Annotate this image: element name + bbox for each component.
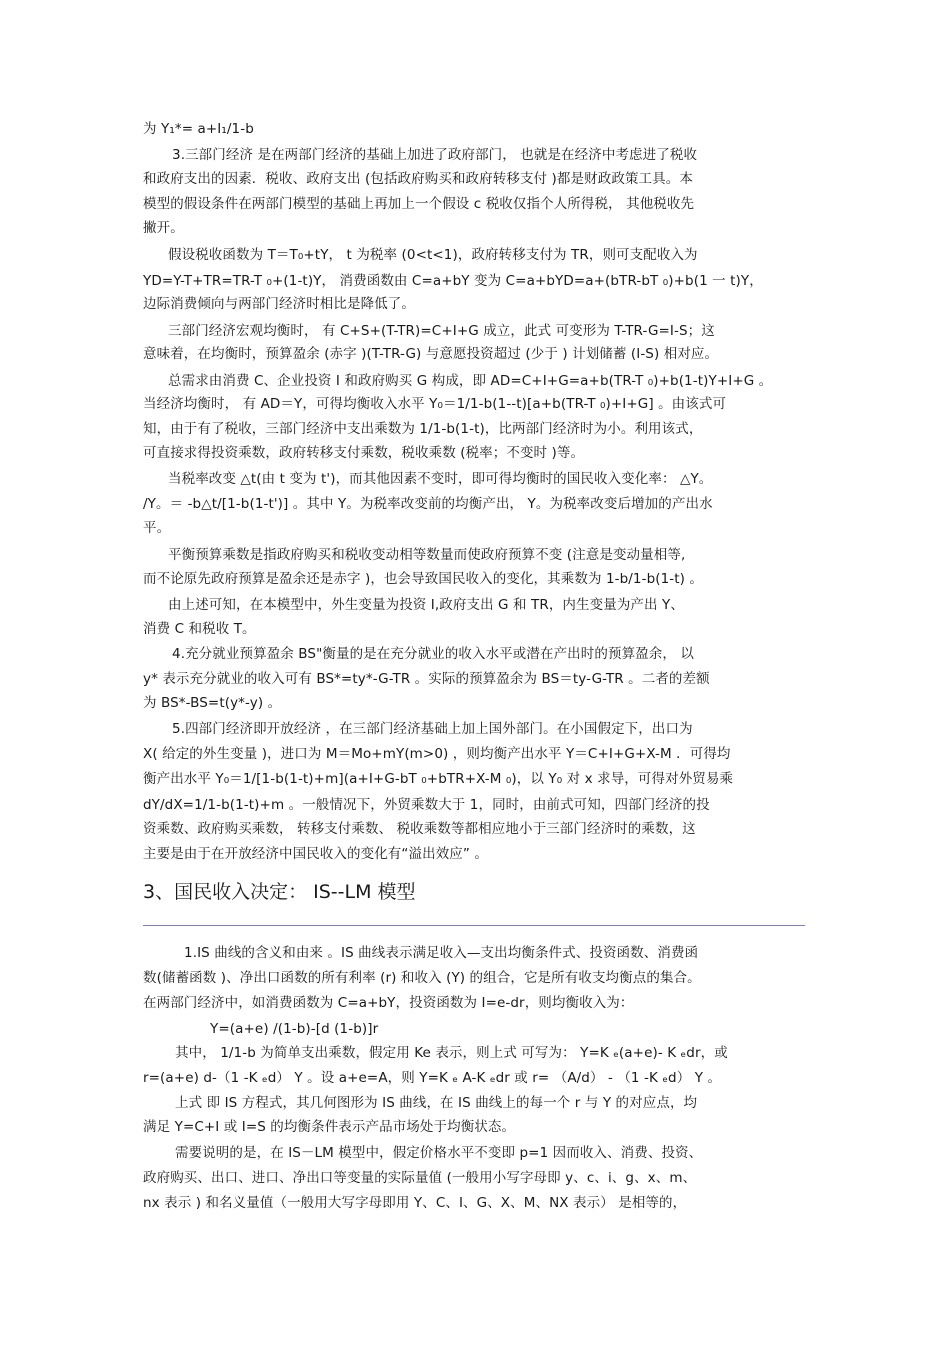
text-line: /Y。＝ -b△t/[1-b(1-t')] 。其中 Y。为税率改变前的均衡产出， Y。为税率改变后增加的产出水: [143, 496, 713, 512]
text-line: X( 给定的外生变量 )，进口为 M＝Mo+mY(m>0) ，则均衡产出水平 Y＝C+I+G+X-M ．可得均: [143, 746, 731, 762]
text-line: 1.IS 曲线的含义和由来 。IS 曲线表示满足收入—支出均衡条件式、投资函数、消费函: [184, 945, 699, 961]
text-line: 其中， 1/1-b 为简单支出乘数，假定用 Ke 表示，则上式 可写为： Y=K ₑ(a+e)- K ₑdr，或: [175, 1045, 728, 1061]
text-line: 主要是由于在开放经济中国民收入的变化有“溢出效应” 。: [143, 846, 488, 862]
text-line: 当经济均衡时， 有 AD＝Y，可得均衡收入水平 Y₀＝1/1-b(1--t)[a+b(TR-T ₀)+I+G] 。由该式可: [143, 396, 727, 412]
text-line: 数(储蓄函数 )、净出口函数的所有利率 (r) 和收入 (Y) 的组合，它是所有收支均衡点的集合。: [143, 970, 701, 986]
text-line: 而不论原先政府预算是盈余还是赤字 )，也会导致国民收入的变化，其乘数为 1-b/1-b(1-t) 。: [143, 571, 704, 587]
text-line: y* 表示充分就业的收入可有 BS*=ty*-G-TR 。实际的预算盈余为 BS＝ty-G-TR 。二者的差额: [143, 671, 710, 687]
text-line: 资乘数、政府购买乘数， 转移支付乘数、 税收乘数等都相应地小于三部门经济时的乘数，这: [143, 821, 696, 837]
text-line: 为 BS*-BS=t(y*-y) 。: [143, 695, 282, 711]
text-line: dY/dX=1/1-b(1-t)+m 。一般情况下，外贸乘数大于 1，同时，由前式可知，四部门经济的投: [143, 797, 710, 813]
text-line: 可直接求得投资乘数，政府转移支付乘数，税收乘数 (税率；不变时 )等。: [143, 445, 585, 461]
text-line: 当税率改变 △t(由 t 变为 t')，而其他因素不变时，即可得均衡时的国民收入变化率： △Y。: [168, 471, 713, 487]
paragraph-3-line: 3.三部门经济 是在两部门经济的基础上加进了政府部门， 也就是在经济中考虑进了税收: [172, 147, 698, 163]
text-line: 政府购买、出口、进口、净出口等变量的实际量值 (一般用小写字母即 y、c、i、g、x、m、: [143, 1170, 697, 1186]
text-line: 意味着，在均衡时，预算盈余 (赤字 )(T-TR-G) 与意愿投资超过 (少于 ) 计划储蓄 (I-S) 相对应。: [143, 346, 719, 362]
text-line: 满足 Y=C+I 或 I=S 的均衡条件表示产品市场处于均衡状态。: [143, 1119, 516, 1135]
formula-line: Y=(a+e) /(1-b)-[d (1-b)]r: [210, 1021, 379, 1037]
text-line: 边际消费倾向与两部门经济时相比是降低了。: [143, 296, 415, 312]
text-line: 和政府支出的因素．税收、政府支出 (包括政府购买和政府转移支付 )都是财政政策工具。本: [143, 171, 693, 187]
paragraph-4-line: 4.充分就业预算盈余 BS"衡量的是在充分就业的收入水平或潜在产出时的预算盈余， 以: [172, 646, 694, 662]
text-line: 消费 C 和税收 T。: [143, 621, 256, 637]
text-line: 总需求由消费 C、企业投资 I 和政府购买 G 构成，即 AD=C+I+G=a+b(TR-T ₀)+b(1-t)Y+I+G 。: [168, 373, 773, 389]
text-line: 在两部门经济中，如消费函数为 C=a+bY，投资函数为 I=e-dr，则均衡收入为：: [143, 995, 634, 1011]
paragraph-5-line: 5.四部门经济即开放经济 ，在三部门经济基础上加上国外部门。在小国假定下，出口为: [172, 721, 693, 737]
text-line: YD=Y-T+TR=TR-T ₀+(1-t)Y， 消费函数由 C=a+bY 变为 C=a+bYD=a+(bTR-bT ₀)+b(1 一 t)Y，: [143, 273, 763, 289]
text-line: 平衡预算乘数是指政府购买和税收变动相等数量而使政府预算不变 (注意是变动量相等,: [168, 547, 686, 563]
text-line: 知，由于有了税收，三部门经济中支出乘数为 1/1-b(1-t)，比两部门经济时为小。利用该式，: [143, 421, 703, 437]
text-line: 上式 即 IS 方程式，其几何图形为 IS 曲线，在 IS 曲线上的每一个 r 与 Y 的对应点，均: [175, 1095, 698, 1111]
text-line: r=(a+e) d-（1 -K ₑd） Y 。设 a+e=A，则 Y=K ₑ A-K ₑdr 或 r= （A/d） - （1 -K ₑd） Y 。: [143, 1070, 722, 1086]
text-line: 模型的假设条件在两部门模型的基础上再加上一个假设 c 税收仅指个人所得税， 其他税收先: [143, 196, 695, 212]
text-line: 需要说明的是，在 IS－LM 模型中，假定价格水平不变即 p=1 因而收入、消费、投资、: [175, 1145, 703, 1161]
text-line: 为 Y₁*= a+I₁/1-b: [143, 121, 254, 137]
text-line: 撇开。: [143, 220, 184, 236]
text-line: 假设税收函数为 T＝T₀+tY， t 为税率 (0<t<1)，政府转移支付为 TR，则可支配收入为: [168, 247, 698, 263]
text-line: 衡产出水平 Y₀＝1/[1-b(1-t)+m](a+I+G-bT ₀+bTR+X-M ₀)，以 Y₀ 对 x 求导，可得对外贸易乘: [143, 771, 734, 787]
heading-divider: [143, 925, 805, 926]
text-line: nx 表示 ) 和名义量值（一般用大写字母即用 Y、C、I、G、X、M、NX 表示） 是相等的，: [143, 1195, 687, 1211]
section-heading: 3、国民收入决定： IS--LM 模型: [143, 881, 416, 903]
text-line: 平。: [143, 520, 171, 536]
text-line: 三部门经济宏观均衡时， 有 C+S+(T-TR)=C+I+G 成立，此式 可变形为 T-TR-G=I-S；这: [168, 323, 715, 339]
text-line: 由上述可知，在本模型中，外生变量为投资 I,政府支出 G 和 TR，内生变量为产出 Y、: [168, 597, 684, 613]
